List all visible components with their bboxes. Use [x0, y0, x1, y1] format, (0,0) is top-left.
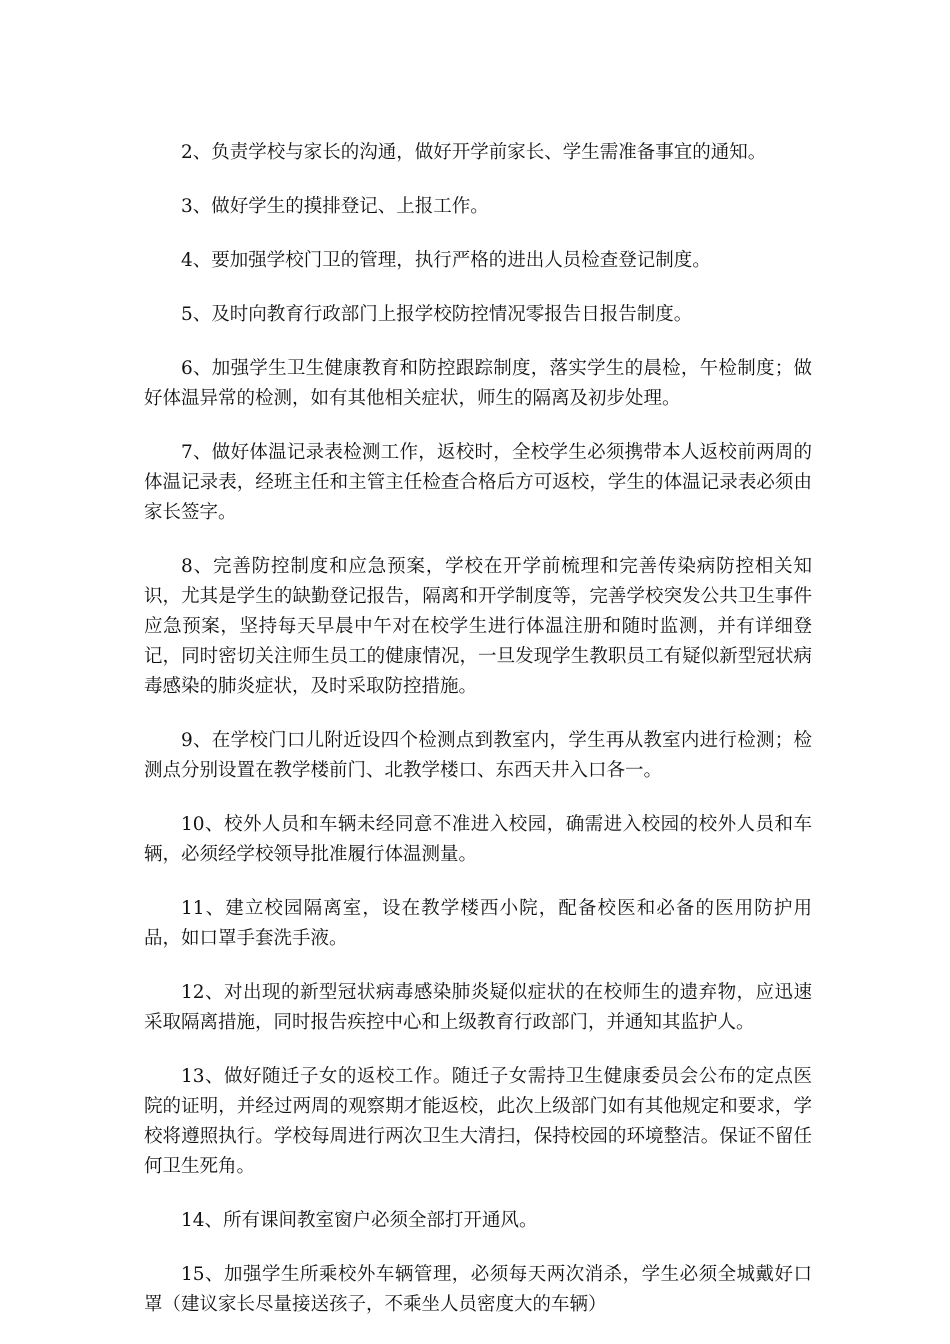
- paragraph-item-10: 10、校外人员和车辆未经同意不准进入校园，确需进入校园的校外人员和车辆，必须经学校领导批准履行体温测量。: [144, 814, 812, 865]
- paragraph-item-2: 2、负责学校与家长的沟通，做好开学前家长、学生需准备事宜的通知。: [181, 142, 767, 163]
- paragraph-item-7: 7、做好体温记录表检测工作，返校时，全校学生必须携带本人返校前两周的体温记录表，经班主任和主管主任检查合格后方可返校，学生的体温记录表必须由家长签字。: [144, 442, 812, 523]
- paragraph-item-14: 14、所有课间教室窗户必须全部打开通风。: [181, 1210, 538, 1231]
- paragraph-item-6: 6、加强学生卫生健康教育和防控跟踪制度，落实学生的晨检，午检制度；做好体温异常的检测，如有其他相关症状，师生的隔离及初步处理。: [144, 358, 812, 409]
- paragraph-item-11: 11、建立校园隔离室，设在教学楼西小院，配备校医和必备的医用防护用品，如口罩手套洗手液。: [144, 898, 812, 949]
- paragraph-item-8: 8、完善防控制度和应急预案，学校在开学前梳理和完善传染病防控相关知识，尤其是学生的缺勤登记报告，隔离和开学制度等，完善学校突发公共卫生事件应急预案，坚持每天早晨中午对在校学生进行体温注册和随时监测，并有详细登记，同时密切关注师生员工的健康情况，一旦发现学生教职员工有疑似新型冠状病毒感染的肺炎症状，及时采取防控措施。: [144, 556, 812, 697]
- document-body: [144, 138, 812, 1344]
- paragraph-item-13: 13、做好随迁子女的返校工作。随迁子女需持卫生健康委员会公布的定点医院的证明，并经过两周的观察期才能返校，此次上级部门如有其他规定和要求，学校将遵照执行。学校每周进行两次卫生大清扫，保持校园的环境整洁。保证不留任何卫生死角。: [144, 1066, 812, 1177]
- paragraph-item-4: 4、要加强学校门卫的管理，执行严格的进出人员检查登记制度。: [181, 250, 711, 271]
- paragraph-item-5: 5、及时向教育行政部门上报学校防控情况零报告日报告制度。: [181, 304, 693, 325]
- paragraph-item-12: 12、对出现的新型冠状病毒感染肺炎疑似症状的在校师生的遗弃物，应迅速采取隔离措施，同时报告疾控中心和上级教育行政部门，并通知其监护人。: [144, 982, 812, 1033]
- paragraph-item-9: 9、在学校门口儿附近设四个检测点到教室内，学生再从教室内进行检测；检测点分别设置在教学楼前门、北教学楼口、东西天井入口各一。: [144, 730, 812, 781]
- paragraph-item-3: 3、做好学生的摸排登记、上报工作。: [181, 196, 489, 217]
- paragraph-item-15: 15、加强学生所乘校外车辆管理，必须每天两次消杀，学生必须全城戴好口罩（建议家长尽量接送孩子，不乘坐人员密度大的车辆）: [144, 1264, 812, 1315]
